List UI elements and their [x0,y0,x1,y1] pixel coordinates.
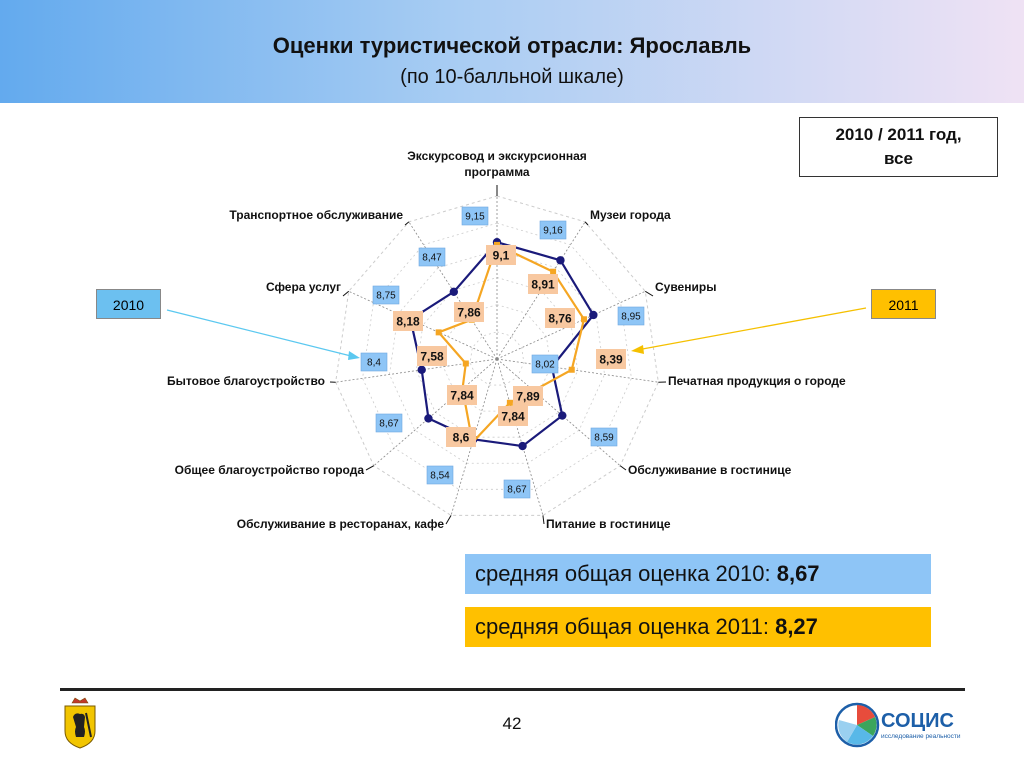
value-label-2011: 7,89 [516,389,540,404]
radar-axis [336,359,497,382]
series-point-2011 [436,329,442,335]
legend-2010-arrowhead [348,351,360,360]
value-label-2010: 9,16 [543,225,563,237]
value-label-2011: 8,91 [531,277,555,292]
radar-axis [497,359,658,382]
year-scope-line2: все [884,149,913,168]
category-label: Транспортное обслуживание [229,208,403,222]
average-2010-label: средняя общая оценка 2010: [475,561,777,586]
logo-subtext: исследование реальности [881,733,961,740]
page-subtitle: (по 10-балльной шкале) [400,66,624,88]
radar-axis [374,359,497,466]
value-label-2011: 7,58 [420,349,444,364]
legend-2010: 2010 [96,289,161,319]
value-label-2010: 9,15 [465,211,485,223]
value-label-2010: 8,54 [430,470,450,482]
category-leader-line [543,515,544,524]
radar-labels [167,149,846,531]
yaroslavl-crest-icon [62,697,98,749]
category-label: Обслуживание в ресторанах, кафе [236,517,444,531]
legend-2010-arrow [167,310,355,357]
category-label: Сфера услуг [265,280,341,294]
value-label-2010: 8,67 [507,484,527,496]
category-label: Общее благоустройство города [174,463,364,477]
category-label: Печатная продукция о городе [668,374,846,388]
average-2011-value: 8,27 [775,614,818,639]
series-point-2010 [418,366,426,374]
value-label-2011: 8,39 [599,352,623,367]
category-label: Питание в гостинице [546,517,671,531]
legend-2011: 2011 [871,289,936,319]
series-point-2011 [463,360,469,366]
category-label-line: программа [464,165,530,179]
category-leader-line [446,515,451,524]
footer-divider [60,688,965,691]
category-leader-line [366,466,374,470]
value-label-2011: 8,76 [548,311,572,326]
series-point-2010 [589,311,597,319]
series-point-2010 [518,442,526,450]
logo-text: СОЦИС [881,710,954,732]
value-label-2010: 8,59 [594,432,614,444]
value-label-2011: 7,86 [457,305,481,320]
category-leader-line [620,466,626,470]
series-point-2010 [450,288,458,296]
series-point-2011 [581,316,587,322]
value-label-2010: 8,47 [422,252,442,264]
value-label-2011: 8,6 [452,430,470,445]
value-label-2010: 8,95 [621,311,641,323]
average-2011-box [465,607,931,647]
legend-2011-arrowhead [631,345,644,354]
year-scope-line1: 2010 / 2011 год, [835,125,962,144]
page-number: 42 [502,714,522,733]
category-label: Сувениры [655,280,717,294]
value-label-2011: 9,1 [492,248,510,263]
value-label-2010: 8,02 [535,359,555,371]
average-2010-value: 8,67 [776,561,820,586]
series-point-2011 [569,367,575,373]
legend-2011-arrow [637,308,866,350]
series-point-2010 [558,411,566,419]
category-leader-line [405,222,409,225]
page-title: Оценки туристической отрасли: Ярославль [272,33,752,58]
series-point-2010 [556,256,564,264]
value-label-2010: 8,4 [367,357,381,369]
category-leader-line [645,291,653,296]
average-2011-label: средняя общая оценка 2011: [475,614,776,639]
category-label: Музеи города [590,208,671,222]
value-label-2010: 8,67 [379,418,399,430]
series-point-2011 [507,400,513,406]
category-label-line: Экскурсовод и экскурсионная [407,149,587,163]
average-2010-box [465,554,931,594]
value-label-2011: 7,84 [501,409,525,424]
category-label: Бытовое благоустройство [167,374,325,388]
series-point-2010 [424,414,432,422]
value-label-2010: 8,75 [376,290,396,302]
value-label-2011: 7,84 [450,388,474,403]
series-point-2011 [550,269,556,275]
socis-logo-icon [835,700,963,750]
category-label: Обслуживание в гостинице [628,463,792,477]
category-leader-line [585,222,588,225]
category-label [407,149,587,179]
value-label-2011: 8,18 [396,314,420,329]
